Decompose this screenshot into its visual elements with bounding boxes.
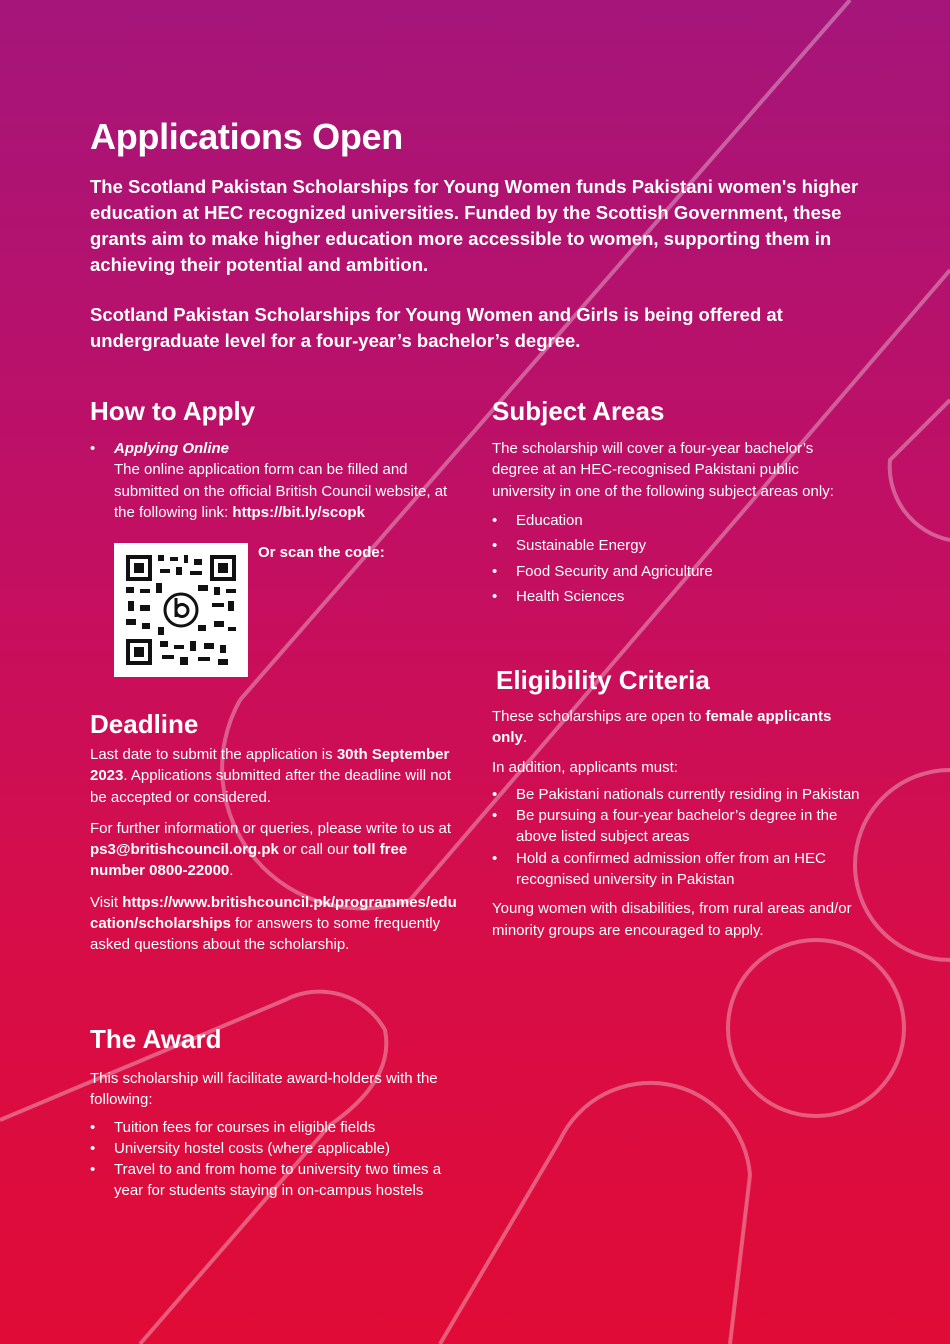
list-item: • Sustainable Energy (492, 533, 852, 559)
list-item: • Be pursuing a four-year bachelor’s degree in the above listed subject areas (492, 805, 862, 848)
qr-code-icon (114, 543, 248, 677)
faq-text-2: for answers to some frequently asked questions about the scholarship. (90, 915, 441, 954)
award-heading: The Award (90, 1024, 222, 1054)
subject-areas-section (492, 438, 852, 610)
faq-link[interactable]: https://www.britishcouncil.pk/programmes/education/scholarships (90, 893, 457, 933)
deadline-paragraph (90, 744, 458, 808)
list-item: • Travel to and from home to university two times a year for students staying in on-campus hostels (90, 1159, 460, 1202)
contact-period: . (229, 862, 234, 880)
faq-paragraph (90, 892, 458, 956)
eligibility-heading: Eligibility Criteria (496, 665, 710, 695)
contact-text: For further information or queries, please write to us at (90, 819, 451, 837)
scan-code-label: Or scan the code: (258, 544, 385, 561)
list-item: • Hold a confirmed admission offer from an HEC recognised university in Pakistan (492, 848, 862, 891)
eligibility-list (492, 784, 862, 890)
faq-text: Visit (90, 893, 119, 911)
subject-areas-intro: The scholarship will cover a four-year bachelor’s degree at an HEC-recognised Pakistani public university in one of the following subject areas only: (492, 440, 834, 500)
intro-paragraph-2: Scotland Pakistan Scholarships for Young Women and Girls is being offered at undergraduate level for a four-year’s bachelor’s degree. (90, 304, 783, 351)
award-list (90, 1117, 460, 1202)
subject-areas-heading: Subject Areas (492, 396, 665, 426)
eligibility-period: . (522, 729, 528, 747)
contact-email-link[interactable]: ps3@britishcouncil.org.pk (90, 841, 279, 859)
eligibility-text: These scholarships are open to (492, 708, 702, 725)
apply-online-label: Applying Online (114, 440, 229, 457)
list-item: • Health Sciences (492, 584, 852, 610)
intro-paragraph: The Scotland Pakistan Scholarships for Young Women funds Pakistani women's higher education at HEC recognized universities. Funded by the Scottish Government, these grants aim to make higher education more accessible to women, supporting them in achieving their potential and ambition. (90, 176, 859, 275)
deadline-heading: Deadline (90, 709, 199, 739)
deadline-section (90, 744, 458, 956)
deadline-date: 30th September 2023 (90, 746, 450, 785)
eligibility-intro (492, 706, 862, 749)
deadline-text: Last date to submit the application is (90, 746, 333, 763)
list-item: • Food Security and Agriculture (492, 559, 852, 585)
award-section (90, 1068, 460, 1202)
apply-online-item (90, 438, 460, 523)
contact-text-2: or call our (283, 841, 349, 859)
apply-online-text: The online application form can be filled and submitted on the official British Council website, at the following link: (114, 461, 448, 521)
list-item: • Education (492, 508, 852, 534)
apply-link[interactable]: https://bit.ly/scopk (232, 503, 365, 521)
list-item: • Tuition fees for courses in eligible fields (90, 1117, 460, 1138)
list-item: • Be Pakistani nationals currently residing in Pakistan (492, 784, 862, 805)
contact-paragraph (90, 818, 458, 882)
toll-free-number[interactable]: toll free number 0800-22000 (90, 841, 408, 880)
qr-code[interactable] (114, 543, 248, 677)
deadline-note: . Applications submitted after the deadline will not be accepted or considered. (90, 767, 452, 806)
award-intro: This scholarship will facilitate award-holders with the following: (90, 1070, 438, 1109)
page-title: Applications Open (90, 116, 403, 157)
female-only-note: female applicants only (492, 708, 832, 747)
eligibility-intro-2: In addition, applicants must: (492, 758, 678, 776)
eligibility-closing: Young women with disabilities, from rural areas and/or minority groups are encouraged to apply. (492, 900, 852, 939)
how-to-apply-heading: How to Apply (90, 396, 256, 426)
subject-list (492, 508, 852, 610)
list-item: • University hostel costs (where applicable) (90, 1138, 460, 1159)
eligibility-section (492, 706, 862, 941)
